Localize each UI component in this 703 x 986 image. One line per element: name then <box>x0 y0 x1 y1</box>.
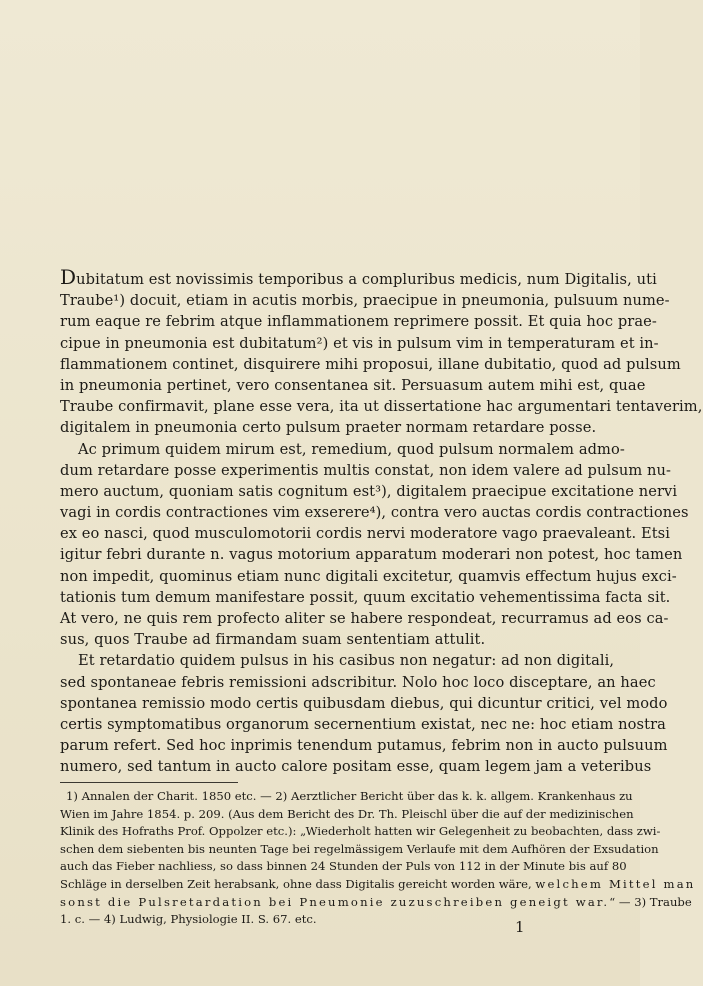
text-line-7: Traube confirmavit, plane esse vera, ita ut dissertatione hac argumentari tentaverim, <box>60 398 703 416</box>
footnotes <box>60 788 696 929</box>
text-line-22: certis symptomatibus organorum secernentium existat, nec ne: hoc etiam nostra <box>60 715 666 733</box>
footnote-line-1: 1) Annalen der Charit. 1850 etc. — 2) Aerztlicher Bericht über das k. k. allgem. Krankenhaus zu <box>66 789 633 803</box>
text-line-8: digitalem in pneumonia certo pulsum praeter normam retardare posse. <box>60 419 597 437</box>
text-line-10: dum retardare posse experimentis multis constat, non idem valere ad pulsum nu- <box>60 461 672 479</box>
text-line-13: ex eo nasci, quod musculomotorii cordis nervi moderatore vago praevaleant. Etsi <box>60 525 671 543</box>
text-line-6: in pneumonia pertinet, vero consentanea sit. Persuasum autem mihi est, quae <box>60 376 646 394</box>
footnote-line-5: auch das Fieber nachliess, so dass binnen 24 Stunden der Puls von 112 in der Minute bis auf 80 <box>60 859 627 874</box>
text-line-17: At vero, ne quis rem profecto aliter se habere respondeat, recurramus ad eos ca- <box>60 610 669 627</box>
text-line-18: sus, quos Traube ad firmandam suam sententiam attulit. <box>60 631 486 649</box>
text-line-2: Traube¹) docuit, etiam in acutis morbis, praecipue in pneumonia, pulsuum nume- <box>60 292 670 310</box>
footnote-rule <box>60 782 238 783</box>
footnote-emphasis-b: sonst die Pulsretardation bei Pneumonie zuzuschreiben geneigt war. <box>60 894 610 909</box>
footnote-line-3: Klinik des Hofraths Prof. Oppolzer etc.): „Wiederholt hatten wir Gelegenheit zu beobachten, dass zwi- <box>60 824 661 839</box>
page-number: 1 <box>515 918 525 936</box>
text-line-1: Dubitatum est novissimis temporibus a compluribus medicis, num Digitalis, uti <box>60 265 657 289</box>
text-line-20: sed spontaneae febris remissioni adscribitur. Nolo hoc loco disceptare, an haec <box>60 673 656 691</box>
footnote-line-6: Schläge in derselben Zeit herabsank, ohne dass Digitalis gereicht worden wäre, welchem Mittel man <box>60 876 696 891</box>
text-line-3: rum eaque re febrim atque inflammationem reprimere possit. Et quia hoc prae- <box>60 313 657 331</box>
footnote-line-4: schen dem siebenten bis neunten Tage bei regelmässigem Verlaufe mit dem Aufhören der Exsudation <box>60 841 659 856</box>
text-line-24: numero, sed tantum in aucto calore positam esse, quam legem jam a veteribus <box>60 758 652 776</box>
text-line-12: vagi in cordis contractiones vim exserere⁴), contra vero auctas cordis contractiones <box>60 504 689 522</box>
text-line-5: flammationem continet, disquirere mihi proposui, illane dubitatio, quod ad pulsum <box>60 355 681 373</box>
text-line-11: mero auctum, quoniam satis cognitum est³), digitalem praecipue excitatione nervi <box>60 482 678 500</box>
text-line-14: igitur febri durante n. vagus motorium apparatum moderari non potest, hoc tamen <box>60 546 683 564</box>
text-line-9: Ac primum quidem mirum est, remedium, quod pulsum normalem admo- <box>78 440 625 458</box>
text-line-4: cipue in pneumonia est dubitatum²) et vis in pulsum vim in temperaturam et in- <box>60 334 659 352</box>
text-line-23: parum refert. Sed hoc inprimis tenendum putamus, febrim non in aucto pulsuum <box>60 737 668 755</box>
footnote-line-8: 1. c. — 4) Ludwig, Physiologie II. S. 67. etc. <box>60 912 317 927</box>
footnote-emphasis-a: welchem Mittel man <box>535 876 696 891</box>
main-text <box>60 265 703 778</box>
text-line-15: non impedit, quominus etiam nunc digitali excitetur, quamvis effectum hujus exci- <box>60 567 677 585</box>
drop-cap: D <box>60 265 77 289</box>
footnote-line-7: sonst die Pulsretardation bei Pneumonie zuzuschreiben geneigt war.“ — 3) Traube <box>60 894 692 909</box>
text-line-21: spontanea remissio modo certis quibusdam diebus, qui dicuntur critici, vel modo <box>60 694 668 712</box>
text-line-19: Et retardatio quidem pulsus in his casibus non negatur: ad non digitali, <box>78 652 615 670</box>
text-line-16: tationis tum demum manifestare possit, quum excitatio vehementissima facta sit. <box>60 588 671 606</box>
footnote-line-2: Wien im Jahre 1854. p. 209. (Aus dem Bericht des Dr. Th. Pleischl über die auf der medizinischen <box>60 806 634 821</box>
